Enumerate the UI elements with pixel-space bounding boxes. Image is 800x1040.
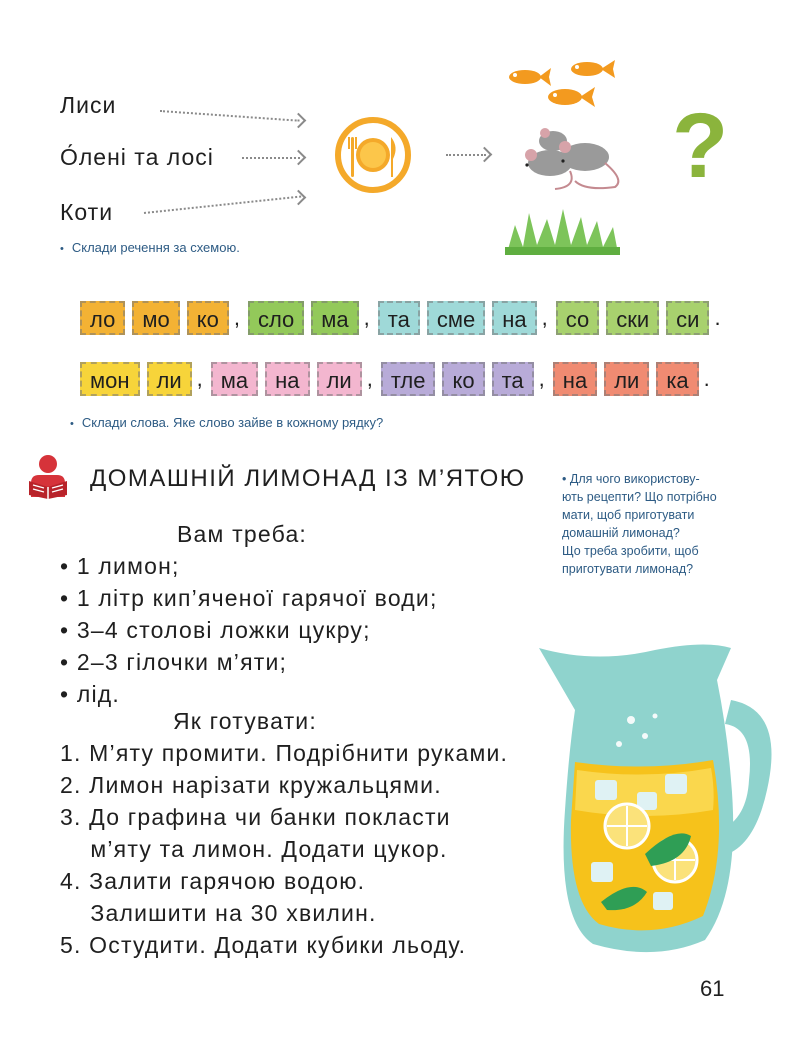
arrowhead-foxes (291, 113, 307, 129)
ingredient-item: • 1 літр кип’яченої гарячої води; (60, 585, 438, 611)
step-line: 5. Остудити. Додати кубики льоду. (60, 932, 467, 958)
recipe-title: ДОМАШНІЙ ЛИМОНАД ІЗ М’ЯТОЮ (90, 465, 526, 492)
reading-book-icon (25, 453, 71, 499)
syllable-tile: ко (442, 362, 484, 396)
ingredient-item: • 1 лимон; (60, 553, 180, 579)
side-question-line: приготувати лимонад? (562, 562, 694, 576)
step-line: 2. Лимон нарізати кружальцями. (60, 772, 442, 798)
syllable-tile: ски (606, 301, 659, 335)
syllable-tile: ма (311, 301, 358, 335)
syllable-separator: , (196, 366, 203, 391)
syllable-tile: тле (381, 362, 436, 396)
step-line: м’яту та лимон. Додати цукор. (60, 836, 448, 862)
side-question-line: ють рецепти? Що потрібно (562, 490, 717, 504)
hint-bullet: • (70, 418, 74, 430)
ingredients-list (60, 550, 438, 710)
syllable-tile: ло (80, 301, 125, 335)
syllable-tile: ка (656, 362, 698, 396)
arrowhead-plate-food (477, 147, 493, 163)
need-heading: Вам треба: (177, 521, 308, 547)
syllable-row-1 (80, 301, 729, 335)
grass-icon (505, 205, 620, 255)
step-line: Залишити на 30 хвилин. (60, 900, 377, 926)
syllable-separator: . (714, 305, 721, 330)
how-heading: Як готувати: (173, 708, 317, 734)
ingredient-item: • 3–4 столові ложки цукру; (60, 617, 371, 643)
syllable-separator: , (541, 305, 548, 330)
lemonade-jug-icon (535, 640, 775, 960)
ingredient-item: • 2–3 гілочки м’яти; (60, 649, 288, 675)
syllable-tile: ли (317, 362, 362, 396)
syllable-tile: сме (427, 301, 485, 335)
arrowhead-cats (291, 190, 307, 206)
syllable-tile: мон (80, 362, 140, 396)
syllable-tile: на (492, 301, 536, 335)
syllable-tile: та (492, 362, 534, 396)
side-question-line: мати, щоб приготувати (562, 508, 695, 522)
mice-icon (515, 125, 630, 195)
syllable-row-2 (80, 362, 718, 396)
scheme-hint-text: Склади речення за схемою. (71, 240, 240, 255)
syllable-separator: , (538, 366, 545, 391)
hint-bullet: • (60, 243, 64, 255)
syllable-tile: ли (147, 362, 192, 396)
syllable-tile: со (556, 301, 599, 335)
step-line: 3. До графина чи банки покласти (60, 804, 451, 830)
arrowhead-deer (291, 150, 307, 166)
syllable-tile: на (265, 362, 309, 396)
arrow-cats (144, 195, 301, 214)
question-mark: ? (672, 95, 729, 197)
syllable-tile: сло (248, 301, 304, 335)
syllables-hint (70, 415, 383, 430)
syllable-tile: ма (211, 362, 258, 396)
syllable-separator: , (366, 366, 373, 391)
syllable-tile: та (378, 301, 420, 335)
step-line: 4. Залити гарячою водою. (60, 868, 366, 894)
side-question-line: • Для чого використову- (562, 472, 700, 486)
scheme-hint (60, 240, 240, 255)
ingredient-item: • лід. (60, 681, 120, 707)
side-question-line: Що треба зробити, щоб (562, 544, 699, 558)
syllable-separator: , (363, 305, 370, 330)
syllable-tile: ли (604, 362, 649, 396)
page-number: 61 (700, 976, 725, 1001)
syllable-tile: си (666, 301, 709, 335)
plate-fork-knife-icon (333, 115, 413, 195)
steps-list (60, 737, 508, 961)
syllables-hint-text: Склади слова. Яке слово зайве в кожному рядку? (81, 415, 384, 430)
animal-foxes: Лиси (60, 92, 117, 118)
fish-icon (505, 55, 630, 115)
syllable-tile: ко (187, 301, 229, 335)
syllable-tile: на (553, 362, 597, 396)
step-line: 1. М’яту промити. Подрібнити руками. (60, 740, 509, 766)
syllable-separator: , (233, 305, 240, 330)
side-question-line: домашній лимонад? (562, 526, 680, 540)
syllable-tile: мо (132, 301, 179, 335)
syllable-separator: . (703, 366, 710, 391)
animal-deer-moose: О́лені та лосі (60, 144, 214, 170)
arrow-foxes (160, 110, 300, 122)
animal-cats: Коти (60, 199, 114, 225)
side-questions (562, 470, 762, 578)
